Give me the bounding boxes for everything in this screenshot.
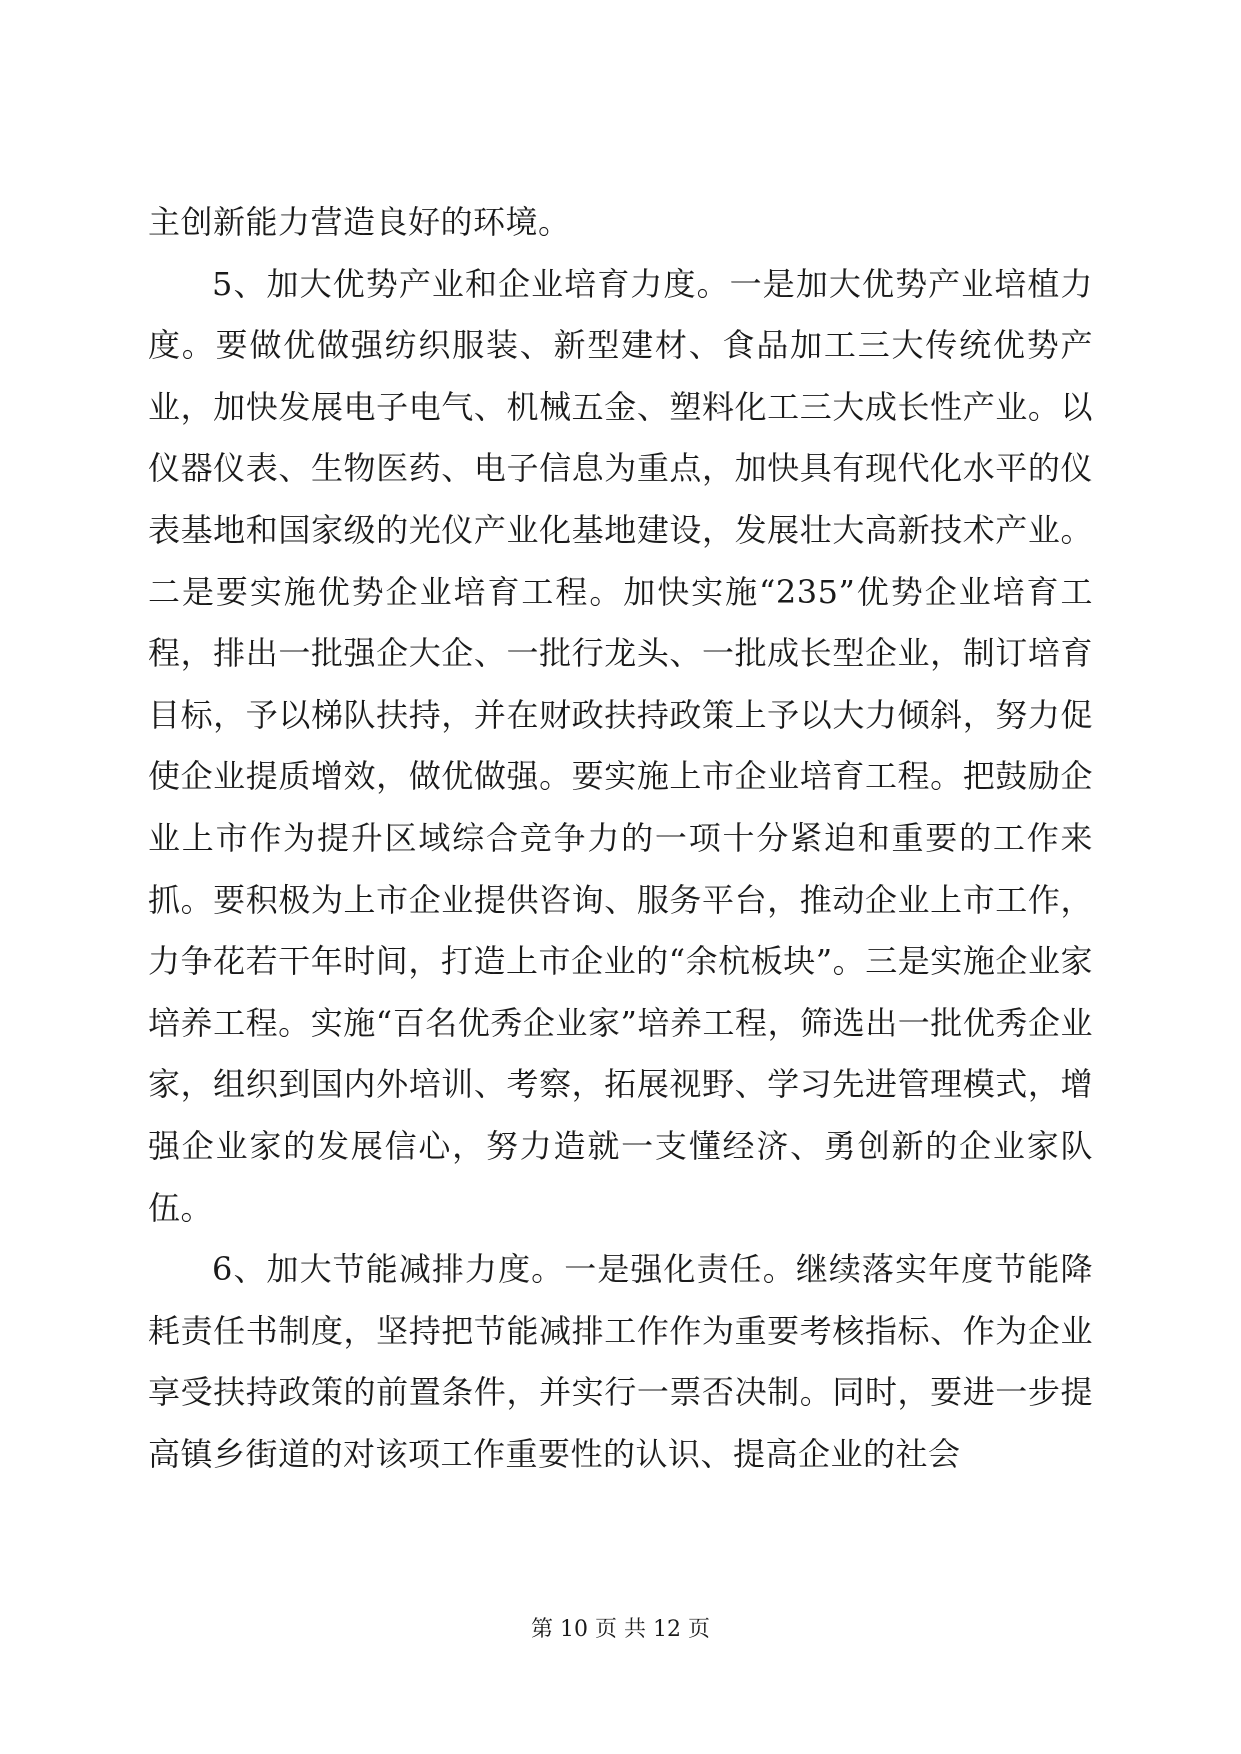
- paragraph-item-5: 5、加大优势产业和企业培育力度。一是加大优势产业培植力度。要做优做强纺织服装、新型建材、食品加工三大传统优势产业，加快发展电子电气、机械五金、塑料化工三大成长性产业。以仪器仪表、生物医药、电子信息为重点，加快具有现代化水平的仪表基地和国家级的光仪产业化基地建设，发展壮大高新技术产业。二是要实施优势企业培育工程。加快实施“235”优势企业培育工程，排出一批强企大企、一批行龙头、一批成长型企业，制订培育目标，予以梯队扶持，并在财政扶持政策上予以大力倾斜，努力促使企业提质增效，做优做强。要实施上市企业培育工程。把鼓励企业上市作为提升区域综合竞争力的一项十分紧迫和重要的工作来抓。要积极为上市企业提供咨询、服务平台，推动企业上市工作，力争花若干年时间，打造上市企业的“余杭板块”。三是实施企业家培养工程。实施“百名优秀企业家”培养工程，筛选出一批优秀企业家，组织到国内外培训、考察，拓展视野、学习先进管理模式，增强企业家的发展信心，努力造就一支懂经济、勇创新的企业家队伍。: [148, 264, 1093, 1227]
- paragraph-item-6: 6、加大节能减排力度。一是强化责任。继续落实年度节能降耗责任书制度，坚持把节能减排工作作为重要考核指标、作为企业享受扶持政策的前置条件，并实行一票否决制。同时，要进一步提高镇乡街道的对该项工作重要性的认识、提高企业的社会: [148, 1250, 1093, 1473]
- document-body: [148, 192, 1093, 1485]
- paragraph-continuation: 主创新能力营造良好的环境。: [148, 203, 571, 241]
- page-footer: 第 10 页 共 12 页: [531, 1617, 710, 1642]
